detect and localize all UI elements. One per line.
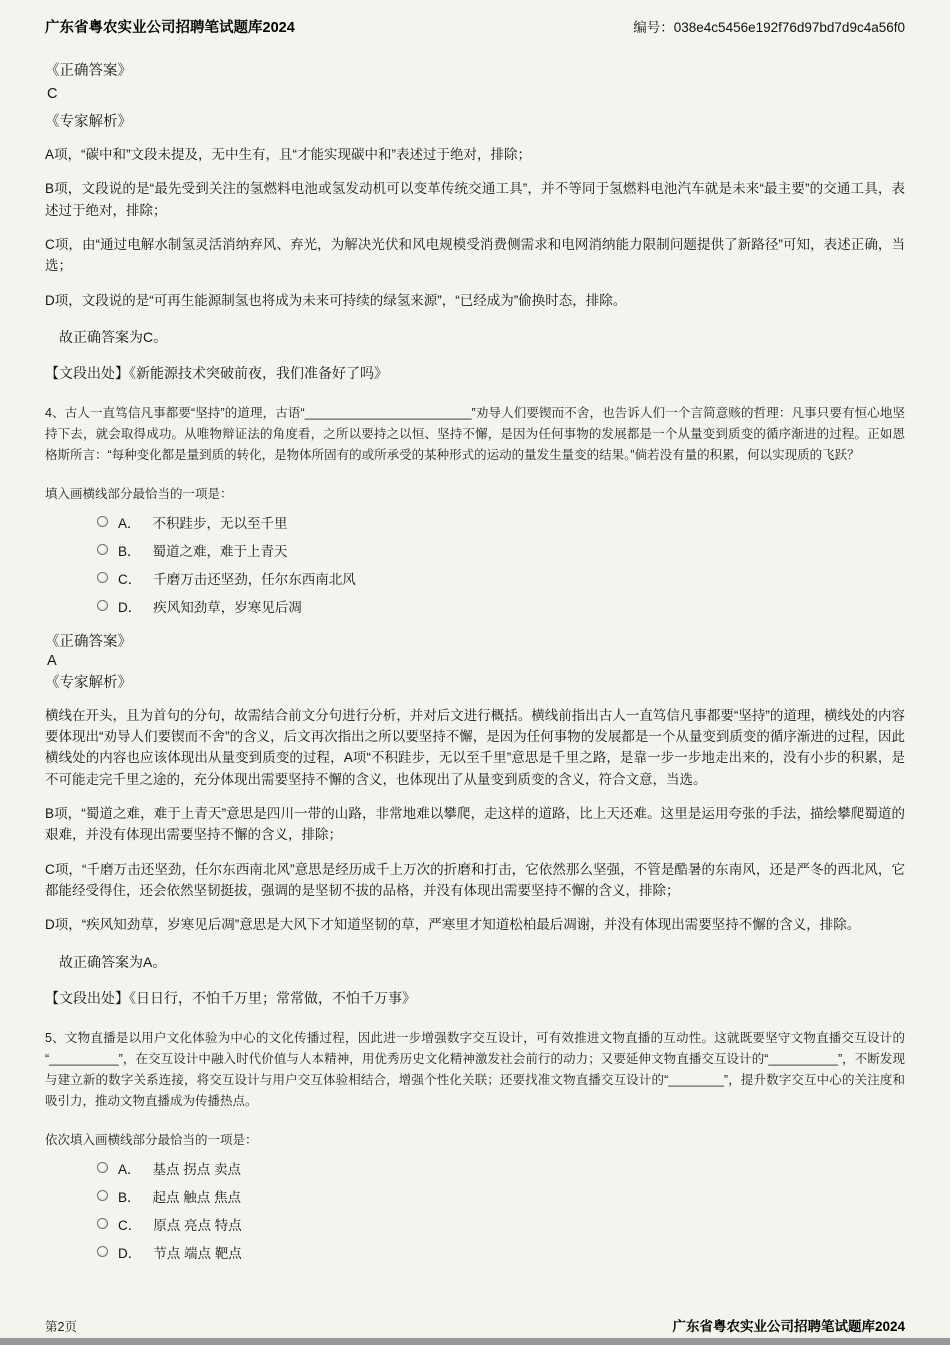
- analysis-paragraph-a: A项，“碳中和”文段未提及，无中生有，且“才能实现碳中和”表述过于绝对，排除；: [45, 147, 531, 162]
- correct-answer-heading: 《正确答案》: [45, 633, 132, 650]
- q4-source-reference: 【文段出处】《日日行，不怕千万里；常常做，不怕千万事》: [45, 989, 416, 1006]
- question-4-option-a[interactable]: [97, 512, 905, 532]
- option-label: A．: [118, 1161, 141, 1177]
- question-5-option-c[interactable]: [97, 1214, 905, 1234]
- question-5-option-d[interactable]: [97, 1242, 905, 1262]
- page-footer: [0, 1315, 950, 1335]
- page-header: [45, 16, 905, 37]
- correct-answer-value: C: [47, 86, 58, 102]
- option-text: 疾风知劲草，岁寒见后凋: [153, 599, 302, 615]
- analysis-paragraph-c: C项，由“通过电解水制氢灵活消纳弃风、弃光，为解决光伏和风电规模受消费侧需求和电网消纳能力限制问题提供了新路径”可知，表述正确，当选；: [45, 236, 905, 274]
- radio-button-icon[interactable]: [97, 516, 108, 527]
- question-5-option-a[interactable]: [97, 1158, 905, 1178]
- question-4-prompt: 填入画横线部分最恰当的一项是：: [45, 486, 233, 501]
- question-4-options: [97, 512, 905, 616]
- correct-answer-value: A: [47, 652, 57, 669]
- question-5-option-b[interactable]: [97, 1186, 905, 1206]
- radio-button-icon[interactable]: [97, 544, 108, 555]
- option-text: 节点 端点 靶点: [153, 1245, 242, 1261]
- option-text: 千磨万击还坚劲，任尔东西南北风: [153, 571, 356, 587]
- radio-button-icon[interactable]: [97, 1162, 108, 1173]
- source-reference: 【文段出处】《新能源技术突破前夜，我们准备好了吗》: [45, 364, 388, 381]
- radio-button-icon[interactable]: [97, 600, 108, 611]
- option-text: 起点 触点 焦点: [152, 1189, 242, 1205]
- radio-button-icon[interactable]: [97, 1246, 108, 1257]
- question-4-option-d[interactable]: [97, 596, 905, 616]
- option-label: D．: [118, 599, 142, 615]
- page-content: [45, 59, 905, 1262]
- page-number: 第2页: [45, 1320, 77, 1334]
- q4-analysis-paragraph-1: 横线在开头，且为首句的分句，故需结合前文分句进行分析，并对后文进行概括。横线前指出古人一直笃信凡事都要“坚持”的道理，横线处的内容要体现出“劝导人们要锲而不舍”的含义，后文再次指出之所以要坚持不懈，是因为任何事物的发展都是一个从量变到质变的循序渐进的过程，因此横线处的内容也应该体现出从量变到质变的过程，A项“不积跬步，无以至千里”意思是千里之路，是靠一步一步地走出来的，没有小步的积累，是不可能走完千里之途的，充分体现出需要坚持不懈的含义，也体现出了从量变到质变的含义，符合文意，当选。: [45, 707, 905, 787]
- q4-analysis-paragraph-b: B项，“蜀道之难，难于上青天”意思是四川一带的山路，非常地难以攀爬，走这样的道路，比上天还难。这里是运用夸张的手法，描绘攀爬蜀道的艰难，并没有体现出需要坚持不懈的含义，排除；: [45, 806, 905, 843]
- answer-conclusion: 故正确答案为C。: [59, 328, 168, 345]
- expert-analysis-heading: 《专家解析》: [45, 674, 132, 691]
- document-code: 编号：038e4c5456e192f76d97bd7d9c4a56f0: [633, 20, 905, 35]
- option-label: C．: [118, 1217, 142, 1233]
- footer-document-title: 广东省粤农实业公司招聘笔试题库2024: [672, 1319, 905, 1334]
- option-label: B．: [118, 543, 141, 559]
- option-text: 蜀道之难，难于上青天: [152, 543, 288, 559]
- q4-analysis-paragraph-d: D项，“疾风知劲草，岁寒见后凋”意思是大风下才知道坚韧的草，严寒里才知道松柏最后凋谢，并没有体现出需要坚持不懈的含义，排除。: [45, 917, 861, 933]
- option-label: C．: [118, 571, 142, 587]
- option-text: 不积跬步，无以至千里: [152, 515, 288, 531]
- option-label: D．: [118, 1245, 142, 1261]
- question-5-options: [97, 1158, 905, 1262]
- analysis-paragraph-b: B项，文段说的是“最先受到关注的氢燃料电池或氢发动机可以变革传统交通工具”，并不等同于氢燃料电池汽车就是未来“最主要”的交通工具，表述过于绝对，排除；: [45, 181, 905, 218]
- analysis-paragraph-d: D项，文段说的是“可再生能源制氢也将成为未来可持续的绿氢来源”，“已经成为”偷换时态，排除。: [45, 292, 627, 308]
- option-text: 原点 亮点 特点: [153, 1217, 242, 1233]
- radio-button-icon[interactable]: [97, 1218, 108, 1229]
- q4-answer-conclusion: 故正确答案为A。: [59, 953, 167, 970]
- document-title: 广东省粤农实业公司招聘笔试题库2024: [45, 20, 295, 36]
- question-5-stem: 5、文物直播是以用户文化体验为中心的文化传播过程，因此进一步增强数字交互设计，可有效推进文物直播的互动性。这就既要坚守文物直播交互设计的“__________”，在交互设计中融入时代价值与人本精神，用优秀历史文化精神激发社会前行的动力；又要延伸文物直播交互设计的“__________”，不断发现与建立新的数字关系连接，将交互设计与用户交互体验相结合，增强个性化关联；还要找准文物直播交互设计的“________”，提升数字交互中心的关注度和吸引力，推动文物直播成为传播热点。: [45, 1030, 905, 1109]
- radio-button-icon[interactable]: [97, 572, 108, 583]
- option-label: B．: [118, 1189, 141, 1205]
- option-label: A．: [118, 515, 141, 531]
- question-4-stem: 4、古人一直笃信凡事都要“坚持”的道理，古语“________________________”劝导人们要锲而不舍，也告诉人们一个言简意赅的哲理：凡事只要有恒心地坚持下去，就会取得成功。从唯物辩证法的角度看，之所以要持之以恒、坚持不懈，是因为任何事物的发展都是一个从量变到质变的循序渐进的过程。正如恩格斯所言：“每种变化都是量到质的转化，是物体所固有的或所承受的某种形式的运动的量发生量变的结果。”倘若没有量的积累，何以实现质的飞跃？: [45, 405, 905, 463]
- q4-analysis-paragraph-c: C项，“千磨万击还坚劲，任尔东西南北风”意思是经历成千上万次的折磨和打击，它依然那么坚强，不管是酷暑的东南风，还是严冬的西北风，它都能经受得住，还会依然坚韧挺拔，强调的是坚韧不拔的品格，并没有体现出需要坚持不懈的含义，排除；: [45, 861, 905, 899]
- question-5-prompt: 依次填入画横线部分最恰当的一项是：: [45, 1132, 258, 1147]
- bottom-edge-bar: [0, 1338, 950, 1345]
- question-4-option-c[interactable]: [97, 568, 905, 588]
- question-4-option-b[interactable]: [97, 540, 905, 560]
- question-4-answer-block: [45, 630, 905, 692]
- radio-button-icon[interactable]: [97, 1190, 108, 1201]
- correct-answer-heading: 《正确答案》: [45, 63, 132, 79]
- option-text: 基点 拐点 卖点: [152, 1161, 242, 1177]
- expert-analysis-heading: 《专家解析》: [45, 114, 132, 130]
